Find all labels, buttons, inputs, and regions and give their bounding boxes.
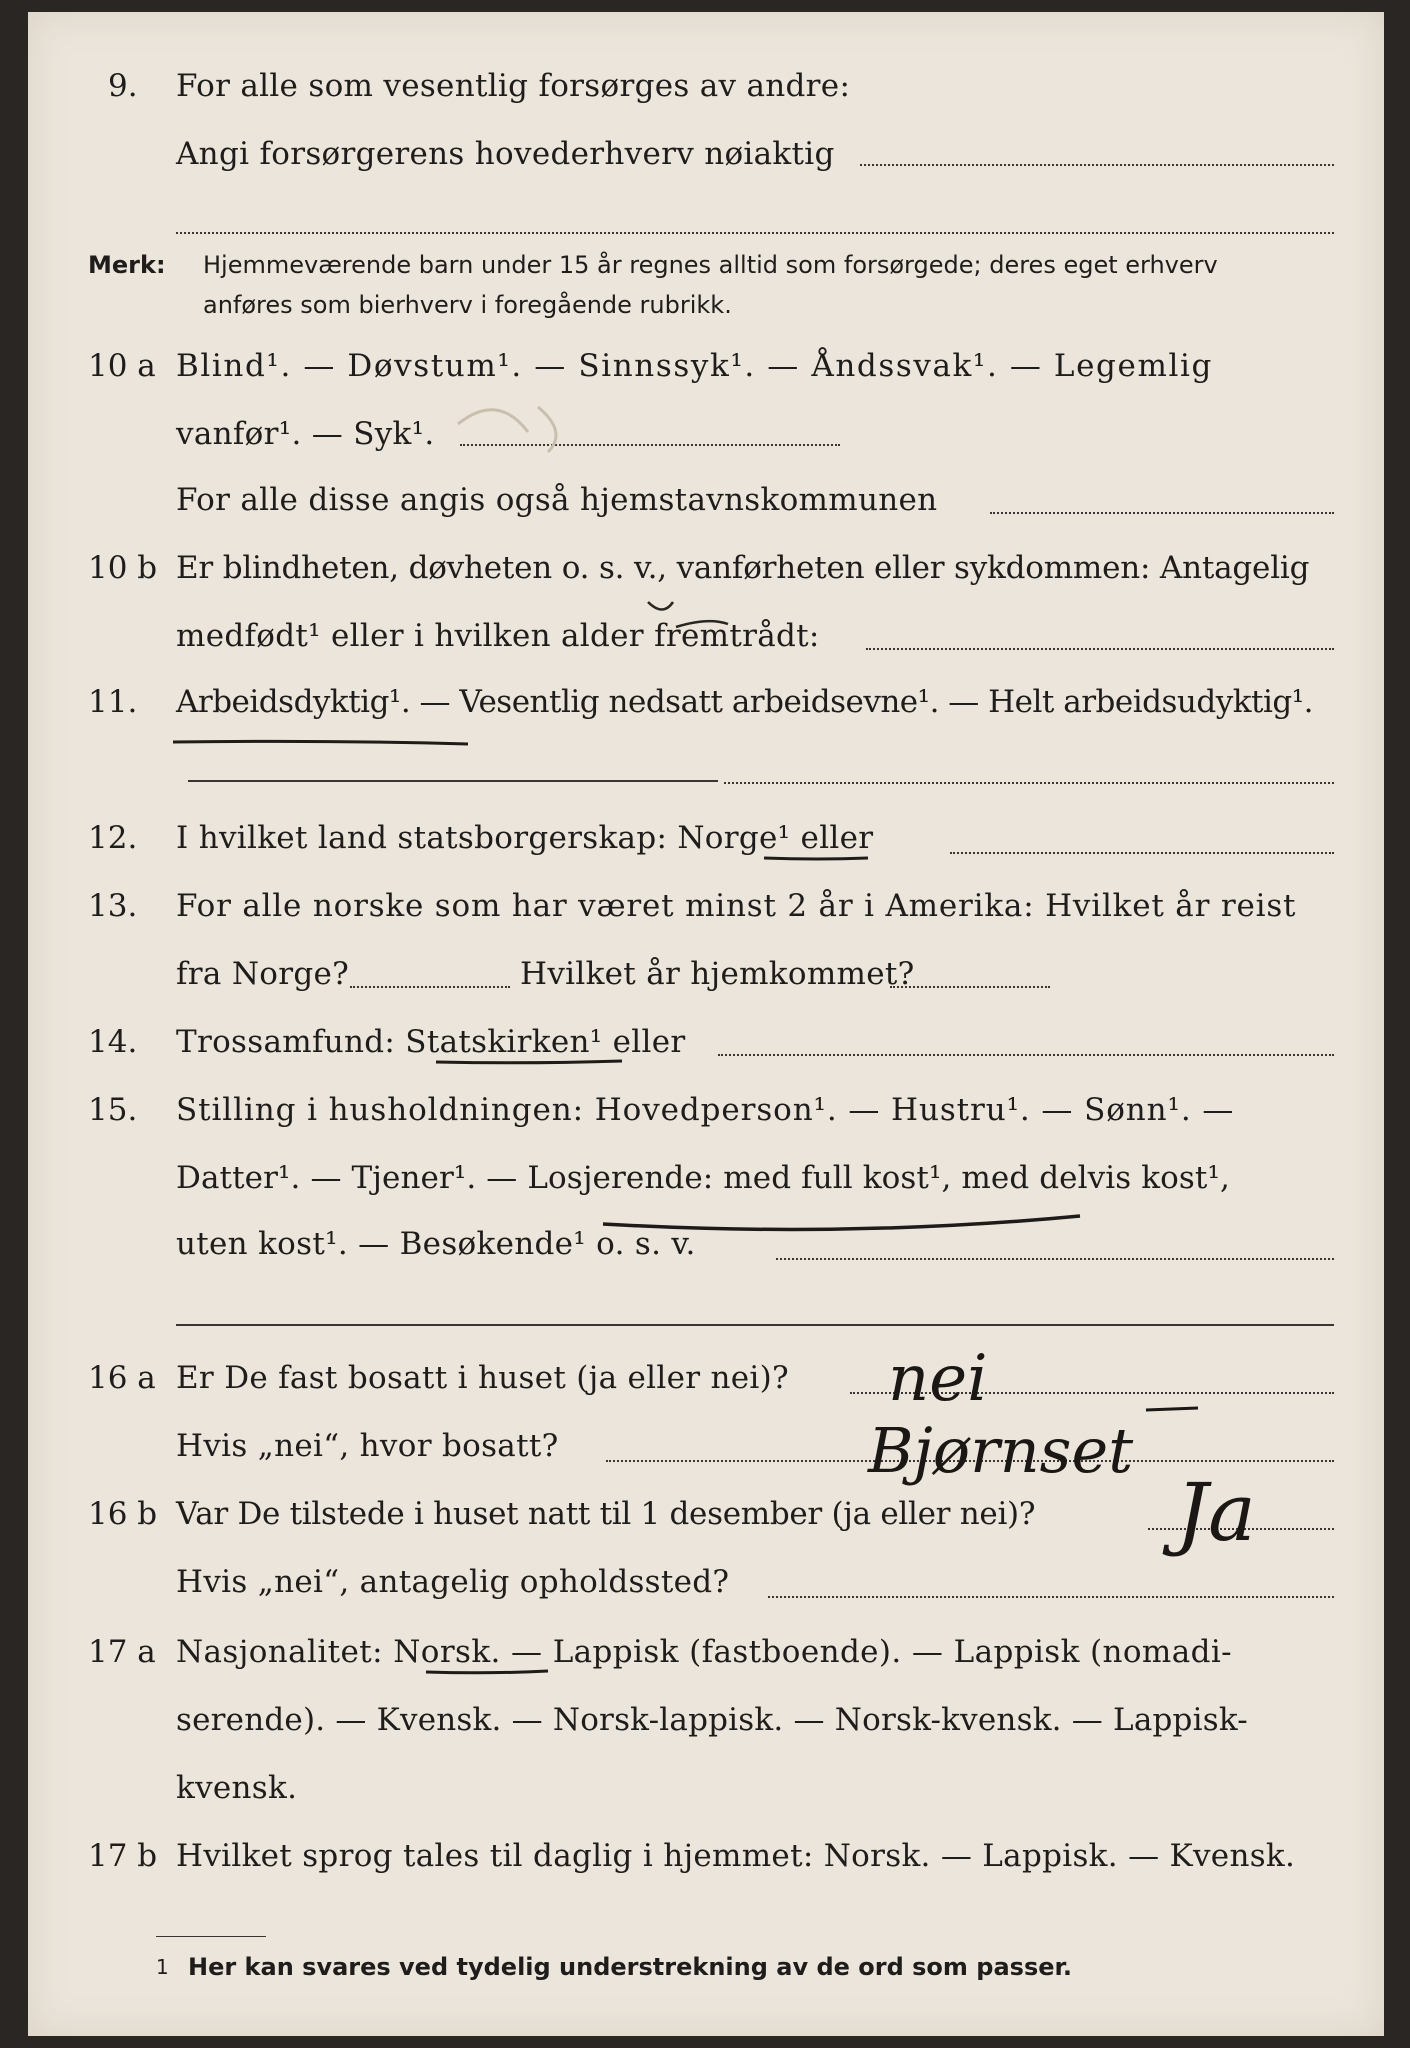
answer-bjornset-text: Bjørnset: [868, 1414, 1134, 1487]
q10b-answer-line: [866, 648, 1334, 650]
merk-note: Hjemmeværende barn under 15 år regnes alltid som forsørgede; deres eget erhverv: [203, 251, 1218, 279]
q10b-question-line2: medfødt¹ eller i hvilken alder fremtrådt:: [176, 618, 820, 654]
q9-answer-line: [860, 164, 1334, 166]
q17a-number: 17 a: [88, 1634, 156, 1670]
q13-question-returned: Hvilket år hjemkommet?: [520, 956, 915, 992]
q16b-where-line: [768, 1596, 1334, 1598]
q15-answer-rule: [176, 1324, 1334, 1326]
q15-question: Stilling i husholdningen: Hovedperson¹. — Hustru¹. — Sønn¹. —: [176, 1092, 1235, 1128]
q9-question-line2: Angi forsørgerens hovederhverv nøiaktig: [176, 136, 835, 172]
footnote-text: Her kan svares ved tydelig understrekning av de ord som passer.: [188, 1953, 1073, 1981]
q17a-question-line3: kvensk.: [176, 1770, 298, 1806]
q16a-question: Er De fast bosatt i huset (ja eller nei)?: [176, 1360, 789, 1396]
q17b-question: Hvilket sprog tales til daglig i hjemmet: Norsk. — Lappisk. — Kvensk.: [176, 1838, 1296, 1874]
q16a-where-line: [606, 1460, 1334, 1462]
q9-question: For alle som vesentlig forsørges av andre:: [176, 68, 851, 104]
merk-label: Merk:: [88, 251, 166, 279]
q11-number: 11.: [88, 684, 138, 720]
q16a-answer-line: [850, 1392, 1334, 1394]
q11-answer-rule: [188, 780, 718, 782]
q9-answer-line-2: [176, 232, 1334, 234]
footnote-mark: 1: [156, 1955, 169, 1979]
q14-question: Trossamfund: Statskirken¹ eller: [176, 1024, 686, 1060]
q14-answer-line: [718, 1054, 1334, 1056]
q10a-number: 10 a: [88, 348, 156, 384]
answer-ja-text: Ja: [1176, 1466, 1256, 1559]
q13-question-left: fra Norge?: [176, 956, 350, 992]
q9-number: 9.: [108, 68, 138, 104]
q17b-number: 17 b: [88, 1838, 158, 1874]
q10a-question-line2: vanfør¹. — Syk¹.: [176, 416, 435, 452]
q12-number: 12.: [88, 820, 138, 856]
q10a-question: Blind¹. — Døvstum¹. — Sinnssyk¹. — Åndssvak¹. — Legemlig: [176, 348, 1213, 384]
q15-number: 15.: [88, 1092, 138, 1128]
q16a-number: 16 a: [88, 1360, 156, 1396]
q14-number: 14.: [88, 1024, 138, 1060]
q11-answer-line: [724, 782, 1334, 784]
q12-answer-line: [950, 852, 1334, 854]
q10b-question: Er blindheten, døvheten o. s. v., vanførheten eller sykdommen: Antagelig: [176, 550, 1310, 586]
q16b-answer-line: [1148, 1528, 1334, 1530]
q10a-kommune-line: [990, 512, 1334, 514]
q10a-answer-line: [460, 444, 840, 446]
q16b-question-line2: Hvis „nei“, antagelig opholdssted?: [176, 1564, 730, 1600]
footnote-rule: [156, 1936, 266, 1937]
q13-number: 13.: [88, 888, 138, 924]
q15-answer-line: [776, 1258, 1334, 1260]
q10b-number: 10 b: [88, 550, 158, 586]
q15-question-line3: uten kost¹. — Besøkende¹ o. s. v.: [176, 1226, 696, 1262]
q13-question: For alle norske som har været minst 2 år i Amerika: Hvilket år reist: [176, 888, 1297, 924]
q17a-question-line2: serende). — Kvensk. — Norsk-lappisk. — Norsk-kvensk. — Lappisk-: [176, 1702, 1248, 1738]
q15-question-line2: Datter¹. — Tjener¹. — Losjerende: med full kost¹, med delvis kost¹,: [176, 1160, 1230, 1196]
q13-year-returned-line: [890, 986, 1050, 988]
q11-question: Arbeidsdyktig¹. — Vesentlig nedsatt arbeidsevne¹. — Helt arbeidsudyktig¹.: [176, 684, 1314, 720]
q16b-number: 16 b: [88, 1496, 158, 1532]
q16b-question: Var De tilstede i huset natt til 1 desember (ja eller nei)?: [176, 1496, 1036, 1532]
q16a-question-line2: Hvis „nei“, hvor bosatt?: [176, 1428, 559, 1464]
q10a-question-line3: For alle disse angis også hjemstavnskommunen: [176, 482, 938, 518]
census-form-page: [28, 12, 1384, 2036]
q13-year-left-line: [350, 986, 510, 988]
q17a-question: Nasjonalitet: Norsk. — Lappisk (fastboende). — Lappisk (nomadi-: [176, 1634, 1233, 1670]
answer-nei-text: nei: [888, 1342, 988, 1416]
merk-note-line2: anføres som bierhverv i foregående rubrikk.: [203, 291, 732, 319]
q12-question: I hvilket land statsborgerskap: Norge¹ eller: [176, 820, 874, 856]
